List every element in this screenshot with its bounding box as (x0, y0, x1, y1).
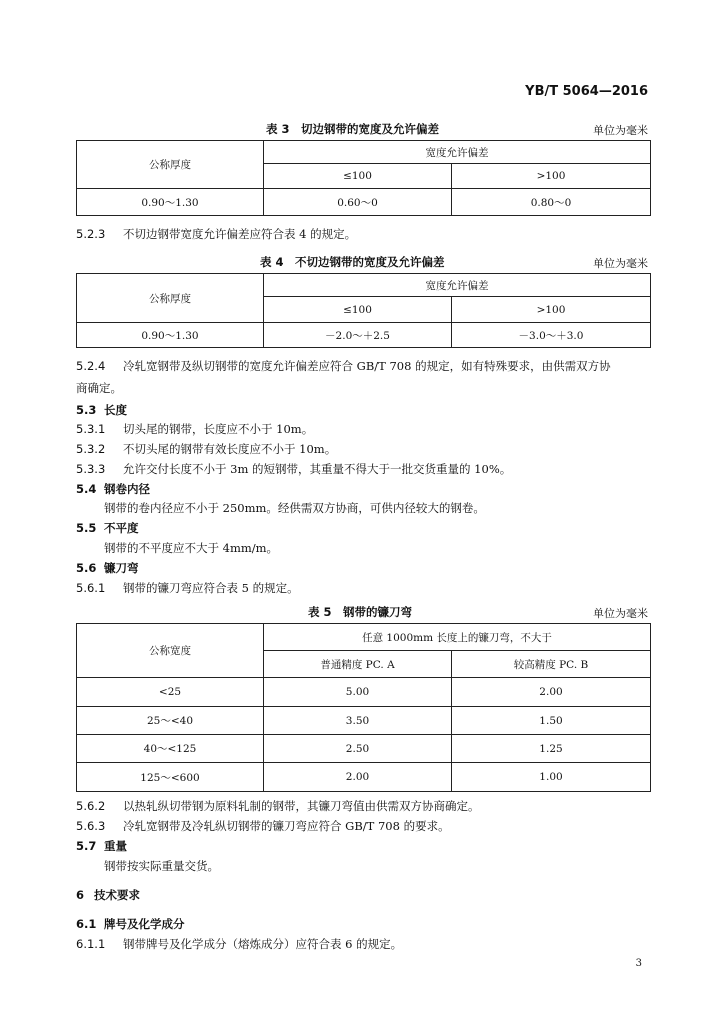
clause-5-6-1 (76, 580, 299, 596)
table4 (76, 273, 651, 348)
heading-title: 技术要求 (94, 888, 140, 902)
table3-header-thickness: 公称厚度 (77, 141, 264, 189)
table3-cell-a: 0.60～0 (264, 189, 452, 216)
heading-5-6 (76, 560, 139, 576)
table5-cell-b: 1.50 (452, 707, 651, 735)
heading-number: 6.1 (76, 917, 97, 931)
table5-cell-width: 40～<125 (77, 735, 264, 763)
clause-text: 冷轧宽钢带及冷轧纵切钢带的镰刀弯应符合 GB/T 708 的要求。 (123, 819, 450, 833)
heading-title: 牌号及化学成分 (104, 917, 185, 931)
heading-number: 6 (76, 888, 85, 902)
heading-title: 重量 (104, 839, 127, 853)
table4-header-group: 宽度允许偏差 (264, 274, 651, 297)
heading-number: 5.6 (76, 561, 97, 575)
table5-cell-b: 1.00 (452, 763, 651, 792)
clause-5-2-4-cont: 商确定。 (76, 381, 122, 395)
clause-5-3-1 (76, 421, 313, 437)
heading-5-7 (76, 838, 127, 854)
table-row (77, 763, 651, 792)
table5-cell-a: 3.50 (264, 707, 452, 735)
table4-header-a: ≤100 (264, 297, 452, 323)
table3-cell-b: 0.80～0 (452, 189, 651, 216)
heading-number: 5.5 (76, 521, 97, 535)
table-row (77, 323, 651, 348)
table4-header-thickness: 公称厚度 (77, 274, 264, 323)
clause-text: 切头尾的钢带，长度应不小于 10m。 (123, 422, 314, 436)
table-row (77, 735, 651, 763)
table5-cell-a: 5.00 (264, 678, 452, 707)
heading-6 (76, 887, 140, 903)
clause-number: 5.6.3 (76, 819, 106, 833)
clause-number: 5.2.3 (76, 227, 106, 241)
table5-header-width: 公称宽度 (77, 624, 264, 678)
heading-title: 长度 (104, 403, 127, 417)
table5-cell-b: 1.25 (452, 735, 651, 763)
clause-5-3-2 (76, 441, 336, 457)
table5-header-b: 较高精度 PC. B (452, 651, 651, 678)
clause-5-3-3 (76, 461, 511, 477)
table3-unit: 单位为毫米 (593, 124, 648, 137)
table5-unit: 单位为毫米 (593, 607, 648, 620)
table4-cell-b: －3.0～＋3.0 (452, 323, 651, 348)
clause-5-6-3 (76, 818, 450, 834)
table4-unit: 单位为毫米 (593, 257, 648, 270)
clause-number: 5.3.2 (76, 442, 106, 456)
table3-header-a: ≤100 (264, 164, 452, 189)
page-number: 3 (635, 958, 642, 969)
clause-number: 5.3.1 (76, 422, 106, 436)
table3-header-group: 宽度允许偏差 (264, 141, 651, 164)
clause-text: 冷轧宽钢带及纵切钢带的宽度允许偏差应符合 GB/T 708 的规定，如有特殊要求，由供需双方协 (123, 359, 611, 373)
heading-5-4 (76, 481, 150, 497)
heading-5-3 (76, 402, 127, 418)
clause-number: 5.2.4 (76, 359, 106, 373)
clause-6-1-1 (76, 936, 402, 952)
table4-caption: 表 4 不切边钢带的宽度及允许偏差 (260, 255, 445, 269)
table5-header-a: 普通精度 PC. A (264, 651, 452, 678)
heading-number: 5.7 (76, 839, 97, 853)
table5-caption: 表 5 钢带的镰刀弯 (308, 605, 413, 619)
clause-number: 6.1.1 (76, 937, 106, 951)
table5-cell-width: 25～<40 (77, 707, 264, 735)
table5-cell-b: 2.00 (452, 678, 651, 707)
clause-5-5-text: 钢带的不平度应不大于 4mm/m。 (104, 541, 279, 555)
table3-cell-thickness: 0.90～1.30 (77, 189, 264, 216)
table5 (76, 623, 651, 792)
standard-code: YB/T 5064—2016 (525, 84, 648, 99)
clause-number: 5.3.3 (76, 462, 106, 476)
heading-title: 镰刀弯 (104, 561, 139, 575)
table-row (77, 189, 651, 216)
clause-text: 允许交付长度不小于 3m 的短钢带，其重量不得大于一批交货重量的 10%。 (123, 462, 512, 476)
heading-5-5 (76, 520, 139, 536)
table3-header-b: >100 (452, 164, 651, 189)
table-row (77, 678, 651, 707)
clause-5-7-text: 钢带按实际重量交货。 (104, 859, 219, 873)
heading-number: 5.4 (76, 482, 97, 496)
clause-text: 以热轧纵切带钢为原料轧制的钢带，其镰刀弯值由供需双方协商确定。 (123, 799, 480, 813)
clause-5-4-text: 钢带的卷内径应不小于 250mm。经供需双方协商，可供内径较大的钢卷。 (104, 501, 485, 515)
table4-header-b: >100 (452, 297, 651, 323)
heading-6-1 (76, 916, 185, 932)
table-row (77, 707, 651, 735)
clause-text: 钢带的镰刀弯应符合表 5 的规定。 (123, 581, 299, 595)
clause-text: 不切边钢带宽度允许偏差应符合表 4 的规定。 (123, 227, 357, 241)
table5-cell-a: 2.50 (264, 735, 452, 763)
clause-number: 5.6.1 (76, 581, 106, 595)
clause-text: 不切头尾的钢带有效长度应不小于 10m。 (123, 442, 337, 456)
table5-cell-width: <25 (77, 678, 264, 707)
table5-cell-width: 125～<600 (77, 763, 264, 792)
clause-5-2-3 (76, 226, 356, 242)
heading-number: 5.3 (76, 403, 97, 417)
clause-text: 钢带牌号及化学成分（熔炼成分）应符合表 6 的规定。 (123, 937, 403, 951)
heading-title: 钢卷内径 (104, 482, 150, 496)
clause-5-2-4 (76, 358, 611, 374)
table5-header-group: 任意 1000mm 长度上的镰刀弯，不大于 (264, 624, 651, 651)
heading-title: 不平度 (104, 521, 139, 535)
clause-5-6-2 (76, 798, 480, 814)
table3-caption: 表 3 切边钢带的宽度及允许偏差 (266, 122, 440, 136)
table5-cell-a: 2.00 (264, 763, 452, 792)
clause-number: 5.6.2 (76, 799, 106, 813)
table4-cell-thickness: 0.90～1.30 (77, 323, 264, 348)
table3 (76, 140, 651, 216)
table4-cell-a: －2.0～＋2.5 (264, 323, 452, 348)
